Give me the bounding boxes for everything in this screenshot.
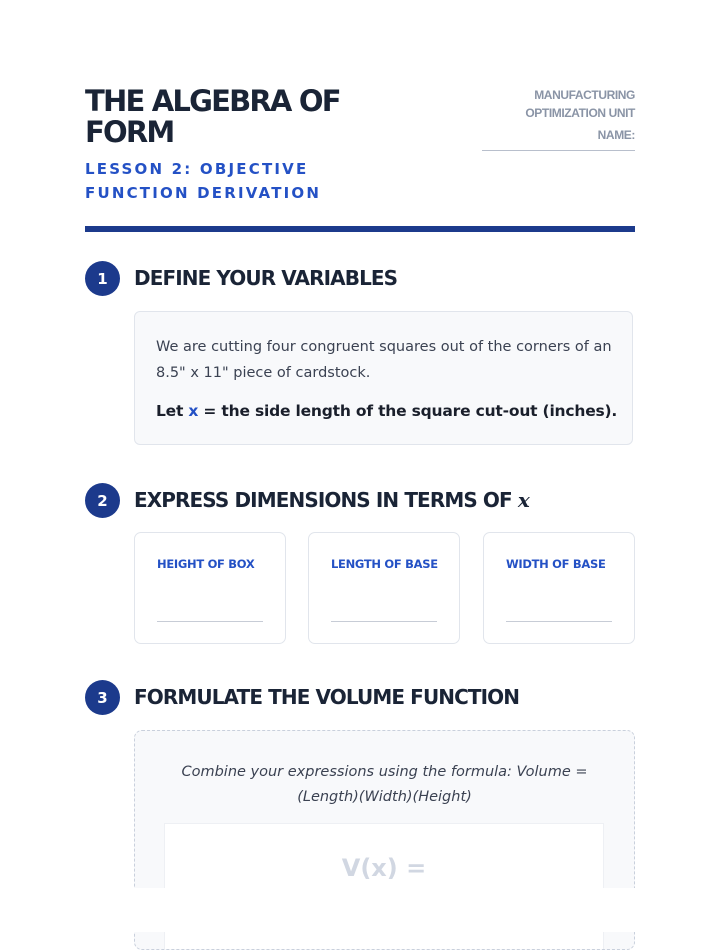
lesson-subtitle: LESSON 2: OBJECTIVE FUNCTION DERIVATION — [85, 160, 322, 202]
step-3-badge: 3 — [85, 680, 120, 715]
variables-card — [134, 311, 633, 445]
height-of-box-answer-line[interactable] — [157, 621, 263, 622]
name-label: NAME: — [597, 128, 635, 142]
page-bottom-margin — [0, 888, 720, 932]
let-prefix: Let — [156, 402, 184, 420]
length-of-base-field[interactable] — [308, 532, 460, 644]
name-blank-line[interactable] — [482, 150, 635, 151]
step-2-title — [134, 487, 530, 513]
variables-description: We are cutting four congruent squares out of the corners of an 8.5" x 11" piece of cardstock. — [156, 339, 612, 381]
step-1-badge: 1 — [85, 261, 120, 296]
header-divider — [85, 226, 635, 232]
step-3-title: FORMULATE THE VOLUME FUNCTION — [134, 685, 520, 709]
width-of-base-field[interactable] — [483, 532, 635, 644]
unit-line-1: MANUFACTURING — [534, 88, 635, 102]
volume-instruction: Combine your expressions using the formula: Volume = (Length)(Width)(Height) — [181, 764, 588, 805]
worksheet-title: THE ALGEBRA OF FORM — [85, 84, 340, 149]
variable-definition — [156, 400, 626, 422]
volume-function-prefix: V(x) = — [341, 854, 427, 882]
step-2-badge: 2 — [85, 483, 120, 518]
step-2-title-text: EXPRESS DIMENSIONS IN TERMS OF — [134, 488, 512, 512]
width-of-base-answer-line[interactable] — [506, 621, 612, 622]
height-of-box-label: HEIGHT OF BOX — [157, 557, 255, 571]
step-1-title: DEFINE YOUR VARIABLES — [134, 266, 398, 290]
let-suffix: = the side length of the square cut-out (inches). — [203, 402, 618, 420]
length-of-base-label: LENGTH OF BASE — [331, 557, 438, 571]
step-2-title-variable: x — [517, 488, 530, 512]
length-of-base-answer-line[interactable] — [331, 621, 437, 622]
variable-x: x — [188, 402, 199, 420]
height-of-box-field[interactable] — [134, 532, 286, 644]
width-of-base-label: WIDTH OF BASE — [506, 557, 606, 571]
unit-line-2: OPTIMIZATION UNIT — [525, 106, 635, 120]
unit-info — [435, 86, 635, 151]
